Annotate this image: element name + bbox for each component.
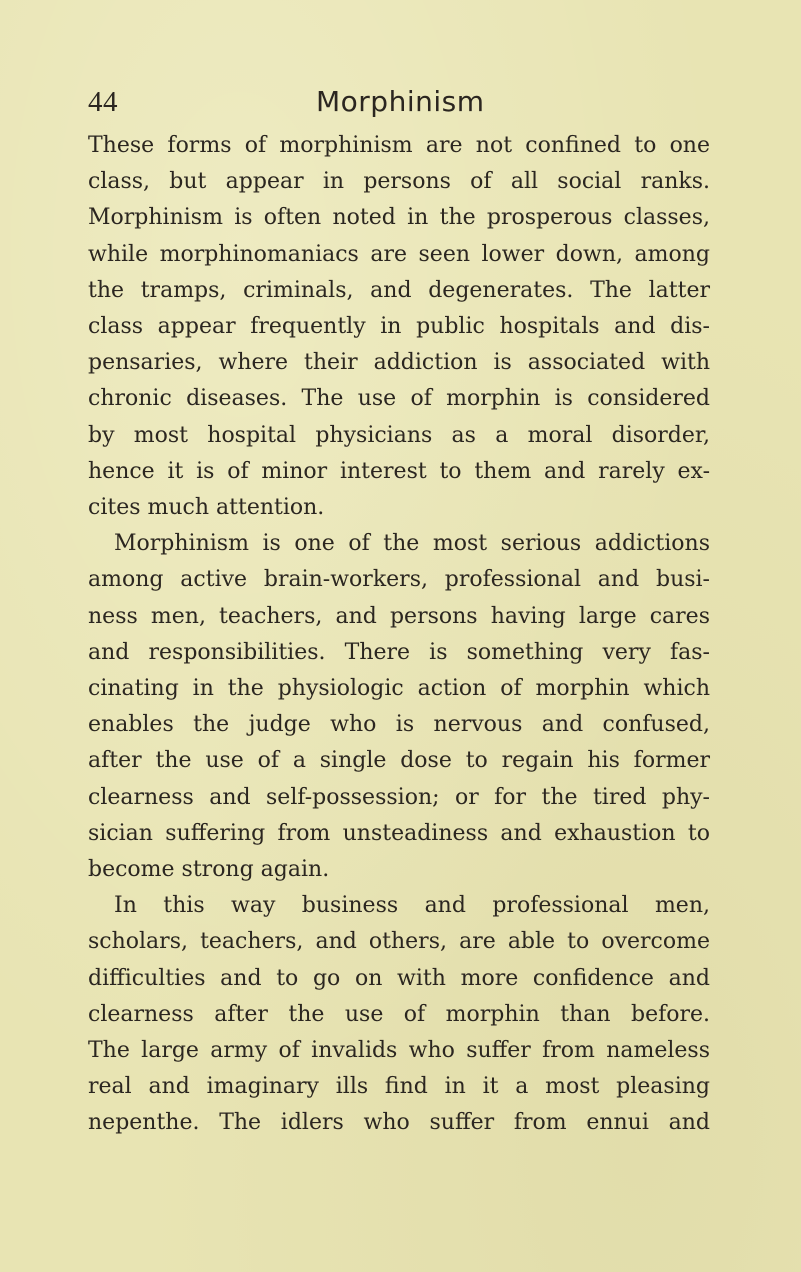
text-line: class appear frequently in public hospitals and dis-: [88, 314, 710, 340]
paragraph-3: [88, 888, 710, 1141]
text-line: the tramps, criminals, and degenerates. The latter: [88, 277, 710, 303]
text-line: These forms of morphinism are not confined to one: [88, 133, 710, 158]
text-line: by most hospital physicians as a moral disorder,: [88, 422, 710, 448]
text-line: nepenthe. The idlers who suffer from ennui and: [88, 1110, 710, 1136]
text-line: sician suffering from unsteadiness and exhaustion to: [88, 820, 710, 846]
text-line: ness men, teachers, and persons having large cares: [88, 603, 710, 629]
running-head: [88, 80, 710, 128]
text-line: hence it is of minor interest to them and rarely ex-: [88, 458, 710, 484]
text-line: cites much attention.: [88, 495, 325, 521]
text-line: Morphinism is one of the most serious addictions: [114, 531, 710, 557]
text-line: difficulties and to go on with more confidence and: [88, 965, 710, 991]
text-line: while morphinomaniacs are seen lower down, among: [88, 241, 710, 267]
text-line: enables the judge who is nervous and confused,: [88, 712, 710, 738]
text-line: after the use of a single dose to regain his former: [88, 748, 710, 774]
text-line: clearness and self-possession; or for the tired phy-: [88, 784, 710, 810]
text-line: clearness after the use of morphin than before.: [88, 1001, 710, 1027]
text-line: and responsibilities. There is something very fas-: [88, 639, 710, 665]
paragraph-1: [88, 128, 710, 526]
text-line: cinating in the physiologic action of morphin which: [88, 676, 710, 702]
text-line: The large army of invalids who suffer from nameless: [88, 1038, 710, 1064]
text-line: real and imaginary ills find in it a most pleasing: [88, 1074, 710, 1100]
text-line: In this way business and professional men,: [114, 893, 710, 919]
page-number: 44: [88, 86, 118, 118]
book-page: [88, 80, 710, 1142]
body-text: [88, 128, 710, 1142]
text-line: chronic diseases. The use of morphin is considered: [88, 386, 710, 412]
text-line: become strong again.: [88, 857, 330, 883]
paragraph-2: [88, 526, 710, 888]
text-line: scholars, teachers, and others, are able to overcome: [88, 929, 710, 955]
text-line: pensaries, where their addiction is associated with: [88, 350, 710, 376]
text-line: among active brain-workers, professional and busi-: [88, 567, 710, 593]
text-line: Morphinism is often noted in the prosperous classes,: [88, 205, 710, 231]
text-line: class, but appear in persons of all social ranks.: [88, 169, 710, 195]
running-title: Morphinism: [316, 85, 485, 118]
